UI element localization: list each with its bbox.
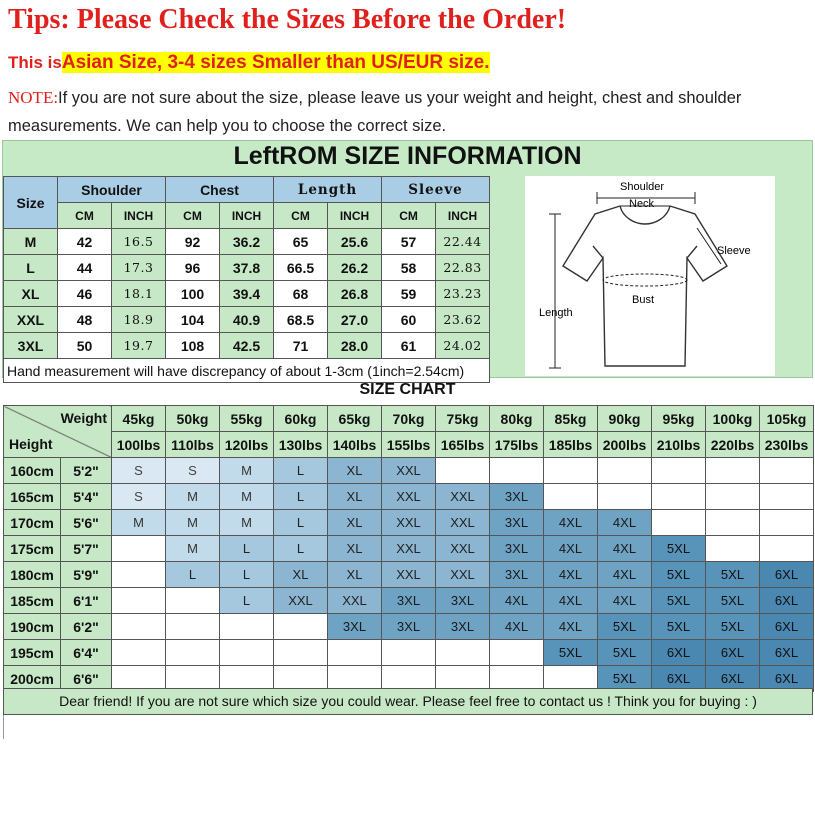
size-recommendation-cell: XL bbox=[328, 536, 382, 562]
inch-value: 40.9 bbox=[220, 307, 274, 333]
empty-cell bbox=[760, 484, 814, 510]
weight-kg-row bbox=[4, 406, 814, 432]
size-recommendation-cell: XXL bbox=[436, 510, 490, 536]
weight-lbs-cell: 220lbs bbox=[706, 432, 760, 458]
inch-value: 17.3 bbox=[112, 255, 166, 281]
weight-lbs-cell: 200lbs bbox=[598, 432, 652, 458]
weight-kg-cell: 65kg bbox=[328, 406, 382, 432]
size-recommendation-cell: L bbox=[274, 484, 328, 510]
empty-cell bbox=[760, 510, 814, 536]
size-recommendation-cell: 6XL bbox=[706, 666, 760, 692]
size-recommendation-cell: 4XL bbox=[490, 614, 544, 640]
cm-value: 50 bbox=[58, 333, 112, 359]
size-recommendation-cell: XXL bbox=[382, 536, 436, 562]
weight-kg-cell: 100kg bbox=[706, 406, 760, 432]
size-info-title: LeftROM SIZE INFORMATION bbox=[233, 142, 582, 170]
size-recommendation-cell: M bbox=[220, 510, 274, 536]
size-recommendation-cell: XL bbox=[328, 562, 382, 588]
height-cm-cell: 190cm bbox=[4, 614, 61, 640]
weight-kg-cell: 80kg bbox=[490, 406, 544, 432]
size-recommendation-cell: L bbox=[220, 562, 274, 588]
size-recommendation-cell: XXL bbox=[382, 458, 436, 484]
height-label: Height bbox=[9, 436, 53, 452]
size-recommendation-cell: M bbox=[112, 510, 166, 536]
size-recommendation-cell: 5XL bbox=[598, 614, 652, 640]
empty-cell bbox=[760, 458, 814, 484]
inch-value: 23.23 bbox=[436, 281, 490, 307]
empty-cell bbox=[706, 458, 760, 484]
size-row bbox=[4, 333, 490, 359]
empty-cell bbox=[166, 640, 220, 666]
size-recommendation-cell: XXL bbox=[436, 484, 490, 510]
size-recommendation-cell: 4XL bbox=[598, 536, 652, 562]
tips-heading: Tips: Please Check the Sizes Before the Order! bbox=[8, 4, 567, 35]
size-cell: L bbox=[4, 255, 58, 281]
size-recommendation-cell: L bbox=[166, 562, 220, 588]
cm-value: 104 bbox=[166, 307, 220, 333]
empty-cell bbox=[112, 588, 166, 614]
empty-cell bbox=[274, 614, 328, 640]
size-recommendation-cell: 4XL bbox=[598, 562, 652, 588]
diagram-shoulder-label: Shoulder bbox=[620, 181, 665, 193]
weight-label: Weight bbox=[60, 410, 107, 426]
height-cm-cell: 195cm bbox=[4, 640, 61, 666]
height-cm-cell: 175cm bbox=[4, 536, 61, 562]
diagram-bust-label: Bust bbox=[632, 294, 655, 306]
empty-cell bbox=[544, 458, 598, 484]
weight-kg-cell: 105kg bbox=[760, 406, 814, 432]
unit-header: CM bbox=[274, 203, 328, 229]
empty-cell bbox=[652, 484, 706, 510]
unit-header: CM bbox=[382, 203, 436, 229]
empty-cell bbox=[490, 458, 544, 484]
size-recommendation-cell: 5XL bbox=[706, 614, 760, 640]
inch-value: 22.44 bbox=[436, 229, 490, 255]
unit-header: CM bbox=[58, 203, 112, 229]
height-cm-cell: 185cm bbox=[4, 588, 61, 614]
empty-cell bbox=[382, 640, 436, 666]
size-recommendation-cell: 5XL bbox=[544, 640, 598, 666]
empty-cell bbox=[112, 562, 166, 588]
weight-kg-cell: 85kg bbox=[544, 406, 598, 432]
size-row bbox=[4, 281, 490, 307]
inch-value: 42.5 bbox=[220, 333, 274, 359]
unit-header: INCH bbox=[328, 203, 382, 229]
size-recommendation-cell: S bbox=[112, 458, 166, 484]
size-recommendation-cell: 3XL bbox=[328, 614, 382, 640]
size-recommendation-cell: XL bbox=[328, 484, 382, 510]
weight-height-corner bbox=[4, 406, 112, 458]
cm-value: 92 bbox=[166, 229, 220, 255]
height-cm-cell: 180cm bbox=[4, 562, 61, 588]
weight-kg-cell: 70kg bbox=[382, 406, 436, 432]
weight-kg-cell: 90kg bbox=[598, 406, 652, 432]
height-row bbox=[4, 562, 814, 588]
size-recommendation-cell: 3XL bbox=[436, 588, 490, 614]
chest-header: Chest bbox=[166, 177, 274, 203]
unit-header: INCH bbox=[112, 203, 166, 229]
empty-cell bbox=[706, 536, 760, 562]
size-info-table bbox=[3, 176, 490, 383]
weight-kg-cell: 60kg bbox=[274, 406, 328, 432]
size-recommendation-cell: M bbox=[166, 536, 220, 562]
weight-lbs-cell: 155lbs bbox=[382, 432, 436, 458]
weight-lbs-cell: 185lbs bbox=[544, 432, 598, 458]
inch-value: 25.6 bbox=[328, 229, 382, 255]
weight-lbs-cell: 110lbs bbox=[166, 432, 220, 458]
diagram-length-label: Length bbox=[539, 307, 573, 319]
size-recommendation-cell: M bbox=[220, 458, 274, 484]
size-recommendation-cell: 3XL bbox=[436, 614, 490, 640]
size-row bbox=[4, 229, 490, 255]
size-recommendation-cell: 4XL bbox=[544, 614, 598, 640]
unit-row bbox=[4, 203, 490, 229]
cm-value: 68 bbox=[274, 281, 328, 307]
empty-cell bbox=[436, 640, 490, 666]
empty-cell bbox=[112, 640, 166, 666]
height-cm-cell: 200cm bbox=[4, 666, 61, 692]
diagram-neck-label: Neck bbox=[629, 198, 655, 210]
empty-cell bbox=[328, 640, 382, 666]
empty-cell bbox=[220, 640, 274, 666]
empty-cell bbox=[652, 458, 706, 484]
size-recommendation-cell: L bbox=[220, 588, 274, 614]
measurement-note: Hand measurement will have discrepancy of about 1-3cm (1inch=2.54cm) bbox=[4, 359, 490, 383]
cm-value: 96 bbox=[166, 255, 220, 281]
empty-cell bbox=[706, 510, 760, 536]
asian-prefix: This is bbox=[8, 53, 62, 72]
size-recommendation-cell: S bbox=[112, 484, 166, 510]
size-recommendation-cell: 5XL bbox=[652, 562, 706, 588]
cm-value: 61 bbox=[382, 333, 436, 359]
empty-cell bbox=[490, 640, 544, 666]
size-recommendation-cell: 6XL bbox=[760, 640, 814, 666]
size-recommendation-cell: 4XL bbox=[490, 588, 544, 614]
weight-lbs-cell: 120lbs bbox=[220, 432, 274, 458]
size-recommendation-cell: 4XL bbox=[598, 510, 652, 536]
size-recommendation-cell: XXL bbox=[382, 510, 436, 536]
empty-cell bbox=[760, 536, 814, 562]
weight-kg-cell: 95kg bbox=[652, 406, 706, 432]
size-recommendation-cell: 5XL bbox=[652, 588, 706, 614]
inch-value: 22.83 bbox=[436, 255, 490, 281]
inch-value: 16.5 bbox=[112, 229, 166, 255]
empty-cell bbox=[706, 484, 760, 510]
asian-size-notice bbox=[8, 52, 490, 74]
height-row bbox=[4, 510, 814, 536]
height-row bbox=[4, 536, 814, 562]
size-row bbox=[4, 307, 490, 333]
height-ft-cell: 5'9" bbox=[61, 562, 112, 588]
weight-lbs-cell: 175lbs bbox=[490, 432, 544, 458]
inch-value: 39.4 bbox=[220, 281, 274, 307]
size-recommendation-cell: M bbox=[166, 484, 220, 510]
inch-value: 18.1 bbox=[112, 281, 166, 307]
cm-value: 66.5 bbox=[274, 255, 328, 281]
size-recommendation-cell: 6XL bbox=[760, 666, 814, 692]
cm-value: 48 bbox=[58, 307, 112, 333]
size-recommendation-cell: XXL bbox=[328, 588, 382, 614]
cm-value: 57 bbox=[382, 229, 436, 255]
empty-cell bbox=[166, 614, 220, 640]
empty-cell bbox=[112, 536, 166, 562]
inch-value: 26.8 bbox=[328, 281, 382, 307]
weight-kg-cell: 75kg bbox=[436, 406, 490, 432]
height-ft-cell: 6'1" bbox=[61, 588, 112, 614]
inch-value: 23.62 bbox=[436, 307, 490, 333]
height-row bbox=[4, 588, 814, 614]
weight-lbs-cell: 140lbs bbox=[328, 432, 382, 458]
size-recommendation-cell: 4XL bbox=[544, 588, 598, 614]
empty-cell bbox=[652, 510, 706, 536]
size-recommendation-cell: 5XL bbox=[598, 666, 652, 692]
size-cell: XL bbox=[4, 281, 58, 307]
size-cell: M bbox=[4, 229, 58, 255]
size-recommendation-cell: 6XL bbox=[760, 562, 814, 588]
weight-kg-cell: 55kg bbox=[220, 406, 274, 432]
note-key: NOTE: bbox=[8, 88, 59, 107]
unit-header: CM bbox=[166, 203, 220, 229]
size-recommendation-cell: XL bbox=[274, 562, 328, 588]
cm-value: 58 bbox=[382, 255, 436, 281]
weight-kg-cell: 50kg bbox=[166, 406, 220, 432]
size-recommendation-cell: XXL bbox=[382, 562, 436, 588]
height-row bbox=[4, 484, 814, 510]
height-row bbox=[4, 458, 814, 484]
inch-value: 37.8 bbox=[220, 255, 274, 281]
height-ft-cell: 6'6" bbox=[61, 666, 112, 692]
height-cm-cell: 170cm bbox=[4, 510, 61, 536]
height-ft-cell: 6'2" bbox=[61, 614, 112, 640]
weight-lbs-cell: 165lbs bbox=[436, 432, 490, 458]
cm-value: 44 bbox=[58, 255, 112, 281]
cm-value: 65 bbox=[274, 229, 328, 255]
size-recommendation-cell: XL bbox=[328, 510, 382, 536]
size-chart-table bbox=[3, 405, 814, 692]
sleeve-header: Sleeve bbox=[382, 177, 490, 203]
weight-lbs-cell: 130lbs bbox=[274, 432, 328, 458]
empty-cell bbox=[274, 640, 328, 666]
size-recommendation-cell: 4XL bbox=[544, 536, 598, 562]
size-recommendation-cell: L bbox=[274, 458, 328, 484]
cm-value: 100 bbox=[166, 281, 220, 307]
cm-value: 59 bbox=[382, 281, 436, 307]
height-cm-cell: 165cm bbox=[4, 484, 61, 510]
note-paragraph bbox=[8, 84, 813, 140]
size-recommendation-cell: 4XL bbox=[598, 588, 652, 614]
empty-cell bbox=[166, 588, 220, 614]
inch-value: 19.7 bbox=[112, 333, 166, 359]
empty-cell bbox=[598, 458, 652, 484]
height-ft-cell: 5'6" bbox=[61, 510, 112, 536]
empty-cell bbox=[544, 484, 598, 510]
height-ft-cell: 5'2" bbox=[61, 458, 112, 484]
size-recommendation-cell: 6XL bbox=[706, 640, 760, 666]
unit-header: INCH bbox=[220, 203, 274, 229]
size-recommendation-cell: L bbox=[274, 536, 328, 562]
size-recommendation-cell: L bbox=[220, 536, 274, 562]
weight-kg-cell: 45kg bbox=[112, 406, 166, 432]
height-row bbox=[4, 640, 814, 666]
size-cell: XXL bbox=[4, 307, 58, 333]
size-recommendation-cell: S bbox=[166, 458, 220, 484]
weight-lbs-cell: 230lbs bbox=[760, 432, 814, 458]
inch-value: 26.2 bbox=[328, 255, 382, 281]
length-header: Length bbox=[274, 177, 382, 203]
size-recommendation-cell: 3XL bbox=[490, 536, 544, 562]
size-recommendation-cell: 4XL bbox=[544, 562, 598, 588]
asian-highlight: Asian Size, 3-4 sizes Smaller than US/EUR size. bbox=[61, 52, 490, 73]
divider bbox=[3, 715, 4, 739]
size-recommendation-cell: 3XL bbox=[490, 484, 544, 510]
diagram-sleeve-label: Sleeve bbox=[717, 245, 751, 257]
size-recommendation-cell: 3XL bbox=[382, 588, 436, 614]
inch-value: 28.0 bbox=[328, 333, 382, 359]
contact-footer: Dear friend! If you are not sure which size you could wear. Please feel free to contact us ! Think you for buying : ) bbox=[3, 688, 813, 715]
size-recommendation-cell: 5XL bbox=[598, 640, 652, 666]
tshirt-outline-icon bbox=[563, 206, 727, 366]
size-recommendation-cell: 6XL bbox=[652, 640, 706, 666]
height-cm-cell: 160cm bbox=[4, 458, 61, 484]
size-recommendation-cell: L bbox=[274, 510, 328, 536]
size-recommendation-cell: XXL bbox=[382, 484, 436, 510]
size-recommendation-cell: M bbox=[220, 484, 274, 510]
size-chart-title: SIZE CHART bbox=[359, 381, 456, 398]
size-recommendation-cell: 5XL bbox=[706, 562, 760, 588]
cm-value: 60 bbox=[382, 307, 436, 333]
weight-lbs-row bbox=[4, 432, 814, 458]
weight-lbs-cell: 100lbs bbox=[112, 432, 166, 458]
size-recommendation-cell: 3XL bbox=[490, 510, 544, 536]
size-recommendation-cell: 3XL bbox=[382, 614, 436, 640]
tshirt-diagram bbox=[525, 176, 775, 376]
cm-value: 68.5 bbox=[274, 307, 328, 333]
cm-value: 108 bbox=[166, 333, 220, 359]
size-recommendation-cell: XXL bbox=[436, 536, 490, 562]
height-ft-cell: 6'4" bbox=[61, 640, 112, 666]
shoulder-header: Shoulder bbox=[58, 177, 166, 203]
empty-cell bbox=[598, 484, 652, 510]
inch-value: 27.0 bbox=[328, 307, 382, 333]
size-recommendation-cell: 5XL bbox=[652, 536, 706, 562]
cm-value: 42 bbox=[58, 229, 112, 255]
size-recommendation-cell: 4XL bbox=[544, 510, 598, 536]
size-header: Size bbox=[4, 177, 58, 229]
note-text: If you are not sure about the size, please leave us your weight and height, chest and shoulder measurements. We can help you to choose the correct size. bbox=[8, 89, 742, 135]
size-row bbox=[4, 255, 490, 281]
size-recommendation-cell: 5XL bbox=[652, 614, 706, 640]
size-recommendation-cell: 6XL bbox=[760, 614, 814, 640]
empty-cell bbox=[220, 614, 274, 640]
empty-cell bbox=[436, 458, 490, 484]
inch-value: 18.9 bbox=[112, 307, 166, 333]
height-ft-cell: 5'4" bbox=[61, 484, 112, 510]
weight-lbs-cell: 210lbs bbox=[652, 432, 706, 458]
empty-cell bbox=[112, 614, 166, 640]
size-recommendation-cell: XXL bbox=[436, 562, 490, 588]
size-recommendation-cell: 3XL bbox=[490, 562, 544, 588]
size-recommendation-cell: M bbox=[166, 510, 220, 536]
size-recommendation-cell: XL bbox=[328, 458, 382, 484]
size-recommendation-cell: 5XL bbox=[706, 588, 760, 614]
inch-value: 24.02 bbox=[436, 333, 490, 359]
size-cell: 3XL bbox=[4, 333, 58, 359]
unit-header: INCH bbox=[436, 203, 490, 229]
height-row bbox=[4, 614, 814, 640]
size-recommendation-cell: 6XL bbox=[760, 588, 814, 614]
height-ft-cell: 5'7" bbox=[61, 536, 112, 562]
size-recommendation-cell: 6XL bbox=[652, 666, 706, 692]
cm-value: 71 bbox=[274, 333, 328, 359]
cm-value: 46 bbox=[58, 281, 112, 307]
inch-value: 36.2 bbox=[220, 229, 274, 255]
size-recommendation-cell: XXL bbox=[274, 588, 328, 614]
